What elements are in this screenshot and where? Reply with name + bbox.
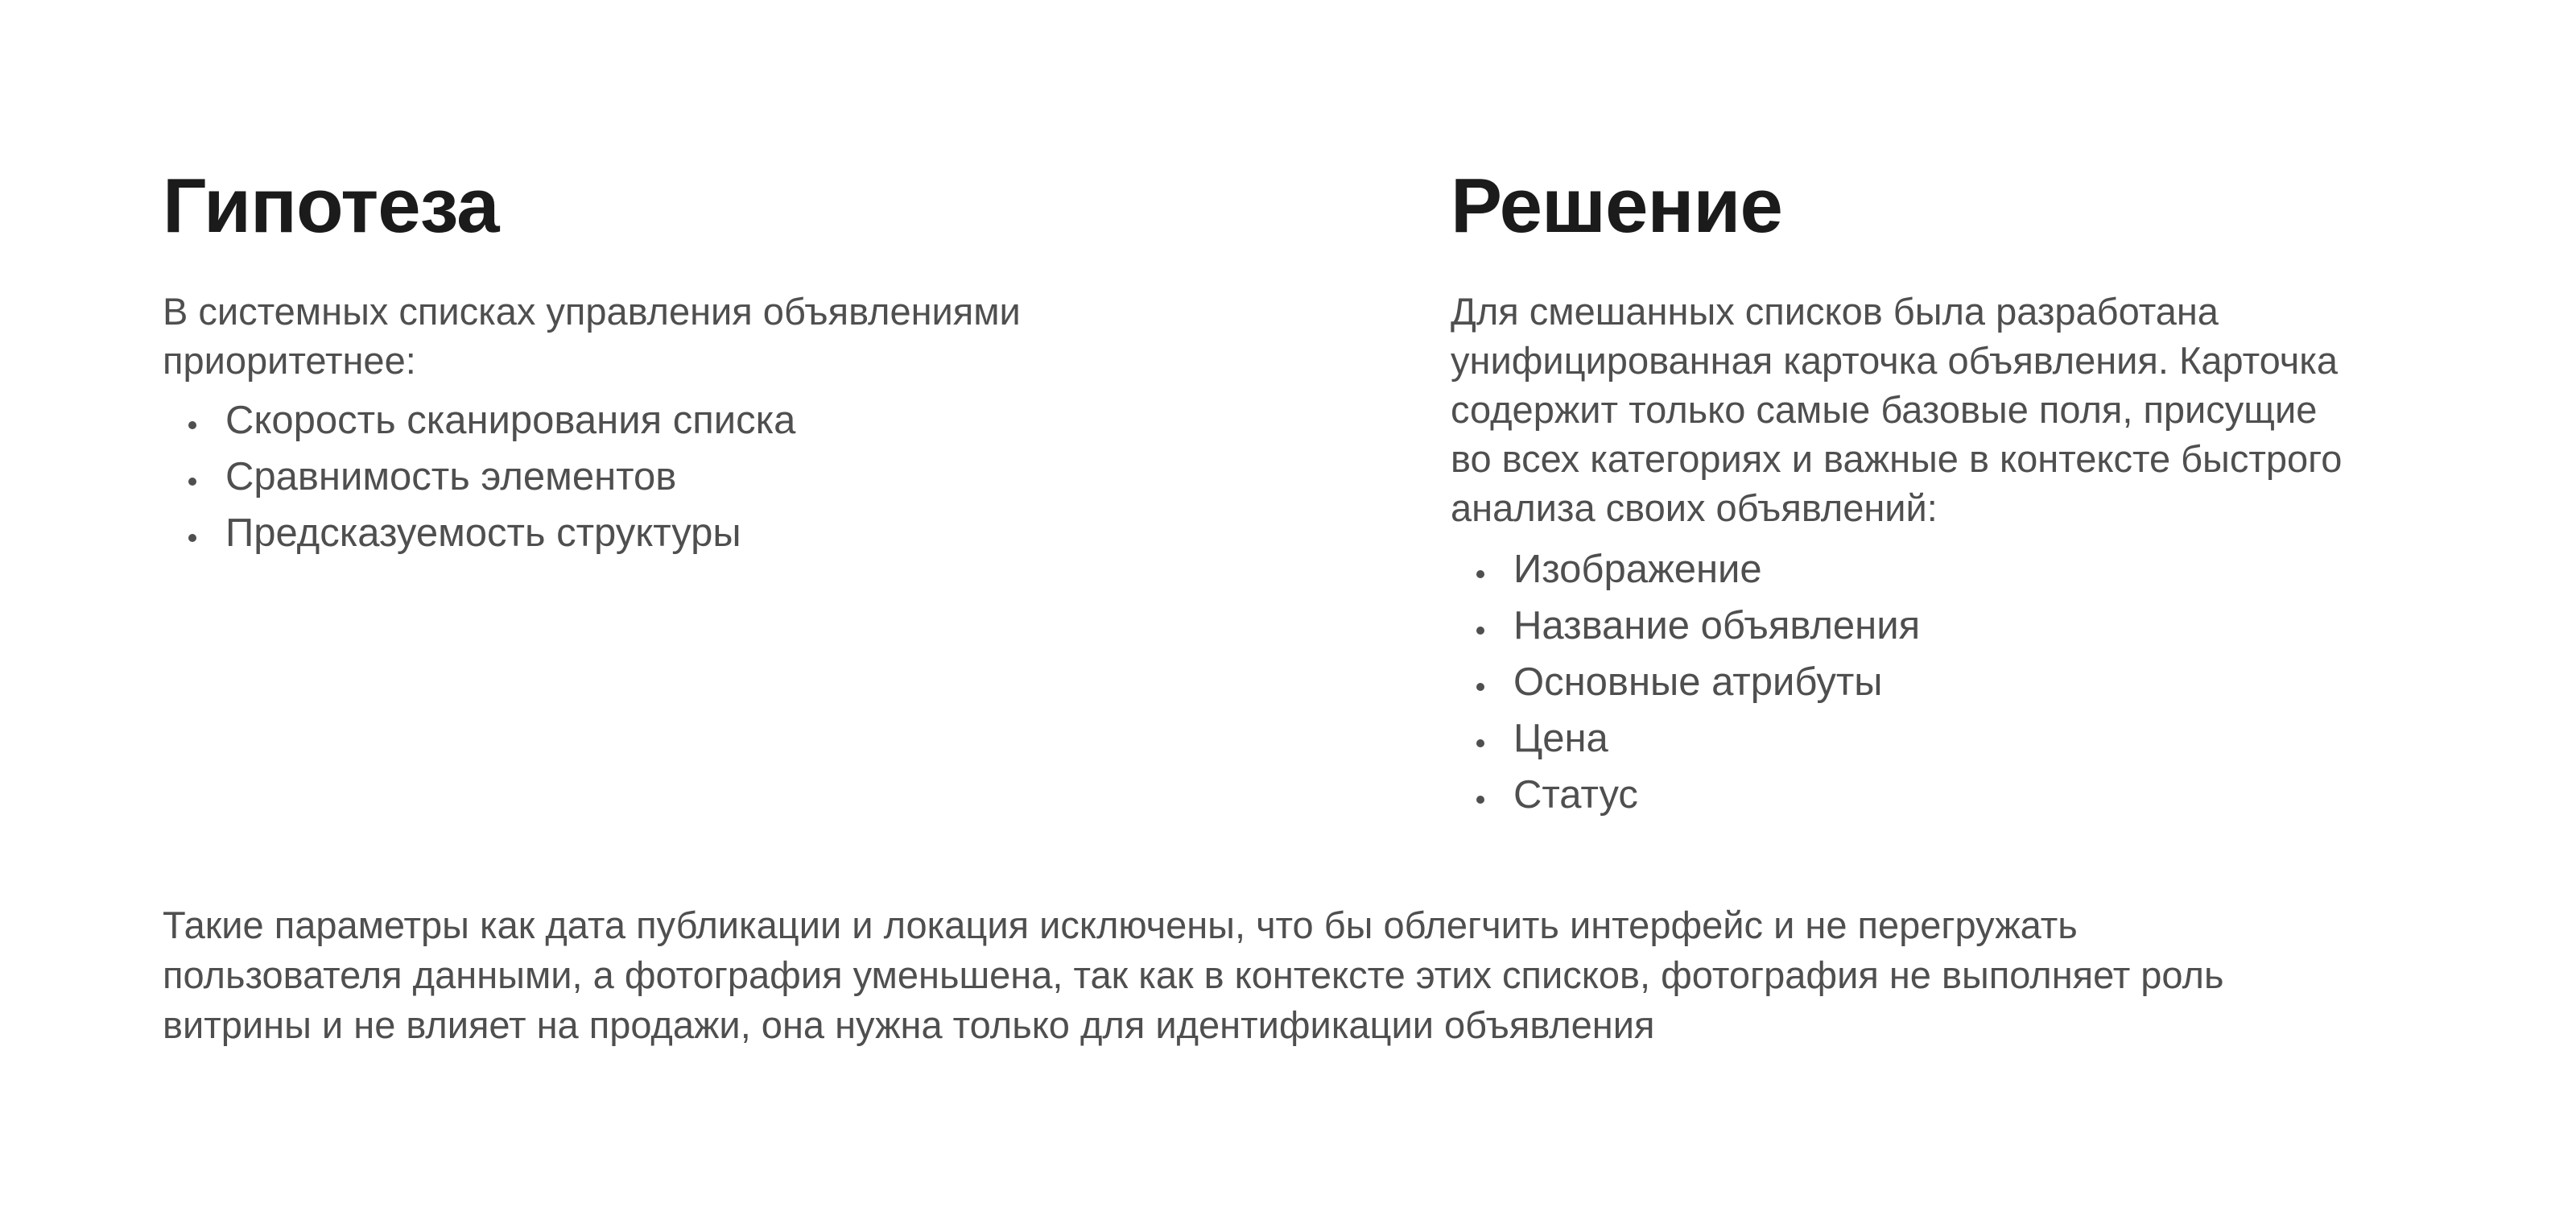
footer-note-line: пользователя данными, а фотография уменьшена, так как в контексте этих списков, фотография не выполняет роль [163,953,2224,996]
solution-intro-line: Для смешанных списков была разработана [1451,290,2219,333]
solution-title: Решение [1451,163,1782,249]
list-item-text: Основные атрибуты [1513,660,1883,704]
bullet-dot-icon [1476,627,1484,635]
bullet-dot-icon [188,421,196,429]
hypothesis-title: Гипотеза [163,163,499,249]
list-item-text: Предсказуемость структуры [225,511,741,555]
bullet-dot-icon [1476,739,1484,747]
footer-note [163,900,2417,1050]
solution-intro-line: унифицированная карточка объявления. Карточка [1451,339,2338,382]
solution-intro-line: во всех категориях и важные в контексте быстрого [1451,437,2343,480]
bullet-dot-icon [1476,683,1484,691]
list-item-text: Цена [1513,717,1608,760]
footer-note-line: витрины и не влияет на продажи, она нужна только для идентификации объявления [163,1003,1655,1046]
solution-intro-line: анализа своих объявлений: [1451,486,1938,529]
hypothesis-intro-line: В системных списках управления объявлениями [163,290,1021,333]
footer-note-line: Такие параметры как дата публикации и локация исключены, что бы облегчить интерфейс и не перегружать [163,904,2078,946]
list-item-text: Статус [1513,773,1638,817]
bullet-dot-icon [1476,570,1484,578]
list-item-text: Сравнимость элементов [225,455,677,498]
bullet-dot-icon [1476,796,1484,804]
bullet-dot-icon [188,478,196,486]
solution-intro [1451,287,2342,532]
hypothesis-intro [163,287,1021,385]
list-item-text: Изображение [1513,548,1762,591]
list-item-text: Скорость сканирования списка [225,399,796,442]
bullet-dot-icon [188,534,196,542]
hypothesis-intro-line: приоритетнее: [163,339,416,382]
solution-intro-line: содержит только самые базовые поля, присущие [1451,388,2318,431]
list-item-text: Название объявления [1513,604,1921,647]
